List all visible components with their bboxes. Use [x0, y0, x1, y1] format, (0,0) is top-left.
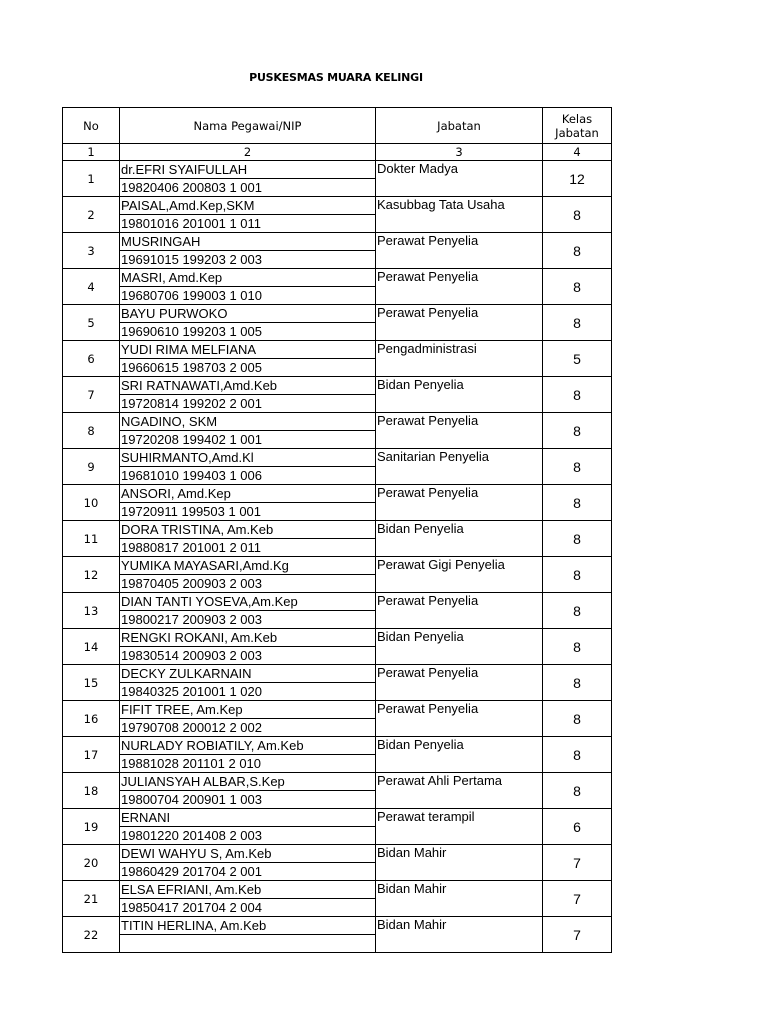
position-class: 8 — [543, 449, 612, 485]
document-title: PUSKESMAS MUARA KELINGI — [249, 71, 423, 84]
table-row — [63, 737, 612, 755]
row-number: 6 — [63, 341, 120, 377]
position-class: 6 — [543, 809, 612, 845]
employee-nip: 19800704 200901 1 003 — [120, 791, 376, 809]
employee-position: Perawat Penyelia — [376, 701, 543, 737]
position-class: 8 — [543, 413, 612, 449]
row-number: 9 — [63, 449, 120, 485]
position-class: 8 — [543, 629, 612, 665]
employee-position: Pengadministrasi — [376, 341, 543, 377]
employee-nip: 19840325 201001 1 020 — [120, 683, 376, 701]
table-row — [63, 377, 612, 395]
position-class: 8 — [543, 773, 612, 809]
table-row — [63, 809, 612, 827]
table-row — [63, 629, 612, 647]
position-class: 8 — [543, 665, 612, 701]
table-row — [63, 449, 612, 467]
employee-position: Perawat Penyelia — [376, 593, 543, 629]
row-number: 7 — [63, 377, 120, 413]
table-row — [63, 269, 612, 287]
employee-name: NGADINO, SKM — [120, 413, 376, 431]
employee-name: DECKY ZULKARNAIN — [120, 665, 376, 683]
employee-nip: 19801220 201408 2 003 — [120, 827, 376, 845]
table-row — [63, 881, 612, 899]
position-class: 5 — [543, 341, 612, 377]
table-row — [63, 197, 612, 215]
row-number: 21 — [63, 881, 120, 917]
position-class: 8 — [543, 305, 612, 341]
employee-nip: 19690610 199203 1 005 — [120, 323, 376, 341]
row-number: 12 — [63, 557, 120, 593]
header-no: No — [63, 108, 120, 144]
table-row — [63, 701, 612, 719]
row-number: 20 — [63, 845, 120, 881]
employee-position: Perawat Ahli Pertama — [376, 773, 543, 809]
row-number: 18 — [63, 773, 120, 809]
employee-name: PAISAL,Amd.Kep,SKM — [120, 197, 376, 215]
employee-position: Bidan Penyelia — [376, 521, 543, 557]
position-class: 8 — [543, 557, 612, 593]
column-number-row — [63, 144, 612, 161]
table-header-row — [63, 108, 612, 144]
row-number: 19 — [63, 809, 120, 845]
employee-nip — [120, 935, 376, 953]
employee-position: Perawat Penyelia — [376, 305, 543, 341]
employee-position: Kasubbag Tata Usaha — [376, 197, 543, 233]
row-number: 16 — [63, 701, 120, 737]
employee-name: DORA TRISTINA, Am.Keb — [120, 521, 376, 539]
employee-position: Perawat Penyelia — [376, 233, 543, 269]
row-number: 5 — [63, 305, 120, 341]
employee-position: Dokter Madya — [376, 161, 543, 197]
position-class: 12 — [543, 161, 612, 197]
employee-position: Bidan Mahir — [376, 845, 543, 881]
header-kelas: Kelas Jabatan — [543, 108, 612, 144]
employee-name: ERNANI — [120, 809, 376, 827]
table-row — [63, 845, 612, 863]
employee-nip: 19800217 200903 2 003 — [120, 611, 376, 629]
employee-nip: 19830514 200903 2 003 — [120, 647, 376, 665]
employee-name: YUMIKA MAYASARI,Amd.Kg — [120, 557, 376, 575]
row-number: 2 — [63, 197, 120, 233]
employee-nip: 19801016 201001 1 011 — [120, 215, 376, 233]
employee-name: DEWI WAHYU S, Am.Keb — [120, 845, 376, 863]
column-number: 1 — [63, 144, 120, 161]
position-class: 7 — [543, 845, 612, 881]
position-class: 8 — [543, 269, 612, 305]
employee-position: Perawat Gigi Penyelia — [376, 557, 543, 593]
employee-name: SUHIRMANTO,Amd.Kl — [120, 449, 376, 467]
row-number: 4 — [63, 269, 120, 305]
employee-nip: 19691015 199203 2 003 — [120, 251, 376, 269]
employee-nip: 19790708 200012 2 002 — [120, 719, 376, 737]
employee-position: Sanitarian Penyelia — [376, 449, 543, 485]
employee-name: MUSRINGAH — [120, 233, 376, 251]
row-number: 1 — [63, 161, 120, 197]
row-number: 3 — [63, 233, 120, 269]
employee-position: Perawat terampil — [376, 809, 543, 845]
table-row — [63, 773, 612, 791]
employee-nip: 19820406 200803 1 001 — [120, 179, 376, 197]
employee-position: Bidan Mahir — [376, 917, 543, 953]
table-row — [63, 233, 612, 251]
row-number: 11 — [63, 521, 120, 557]
row-number: 17 — [63, 737, 120, 773]
employee-name: dr.EFRI SYAIFULLAH — [120, 161, 376, 179]
position-class: 8 — [543, 197, 612, 233]
employee-nip: 19870405 200903 2 003 — [120, 575, 376, 593]
employee-name: ANSORI, Amd.Kep — [120, 485, 376, 503]
employee-nip: 19881028 201101 2 010 — [120, 755, 376, 773]
table-row — [63, 521, 612, 539]
table-row — [63, 917, 612, 935]
row-number: 14 — [63, 629, 120, 665]
employee-nip: 19720208 199402 1 001 — [120, 431, 376, 449]
header-nama: Nama Pegawai/NIP — [120, 108, 376, 144]
employee-name: BAYU PURWOKO — [120, 305, 376, 323]
employee-nip: 19860429 201704 2 001 — [120, 863, 376, 881]
employee-name: JULIANSYAH ALBAR,S.Kep — [120, 773, 376, 791]
column-number: 2 — [120, 144, 376, 161]
position-class: 7 — [543, 917, 612, 953]
table-row — [63, 485, 612, 503]
position-class: 8 — [543, 737, 612, 773]
employee-nip: 19681010 199403 1 006 — [120, 467, 376, 485]
employee-name: RENGKI ROKANI, Am.Keb — [120, 629, 376, 647]
row-number: 8 — [63, 413, 120, 449]
row-number: 10 — [63, 485, 120, 521]
employee-name: DIAN TANTI YOSEVA,Am.Kep — [120, 593, 376, 611]
employee-nip: 19680706 199003 1 010 — [120, 287, 376, 305]
table-row — [63, 557, 612, 575]
employee-nip: 19720911 199503 1 001 — [120, 503, 376, 521]
employee-name: ELSA EFRIANI, Am.Keb — [120, 881, 376, 899]
employee-position: Bidan Penyelia — [376, 737, 543, 773]
row-number: 15 — [63, 665, 120, 701]
row-number: 22 — [63, 917, 120, 953]
header-jabatan: Jabatan — [376, 108, 543, 144]
employee-name: MASRI, Amd.Kep — [120, 269, 376, 287]
position-class: 8 — [543, 521, 612, 557]
table-row — [63, 161, 612, 179]
table-row — [63, 413, 612, 431]
employee-name: YUDI RIMA MELFIANA — [120, 341, 376, 359]
position-class: 8 — [543, 233, 612, 269]
column-number: 3 — [376, 144, 543, 161]
employee-position: Bidan Mahir — [376, 881, 543, 917]
employee-position: Perawat Penyelia — [376, 413, 543, 449]
employee-position: Perawat Penyelia — [376, 269, 543, 305]
employee-table — [62, 107, 612, 953]
row-number: 13 — [63, 593, 120, 629]
employee-position: Perawat Penyelia — [376, 485, 543, 521]
column-number: 4 — [543, 144, 612, 161]
position-class: 8 — [543, 593, 612, 629]
employee-nip: 19880817 201001 2 011 — [120, 539, 376, 557]
employee-position: Bidan Penyelia — [376, 377, 543, 413]
employee-nip: 19660615 198703 2 005 — [120, 359, 376, 377]
employee-nip: 19850417 201704 2 004 — [120, 899, 376, 917]
table-row — [63, 305, 612, 323]
employee-position: Bidan Penyelia — [376, 629, 543, 665]
table-row — [63, 341, 612, 359]
employee-position: Perawat Penyelia — [376, 665, 543, 701]
table-row — [63, 665, 612, 683]
table-row — [63, 593, 612, 611]
employee-nip: 19720814 199202 2 001 — [120, 395, 376, 413]
position-class: 8 — [543, 485, 612, 521]
position-class: 8 — [543, 701, 612, 737]
position-class: 7 — [543, 881, 612, 917]
employee-name: FIFIT TREE, Am.Kep — [120, 701, 376, 719]
employee-name: NURLADY ROBIATILY, Am.Keb — [120, 737, 376, 755]
table-viewport — [62, 107, 612, 954]
position-class: 8 — [543, 377, 612, 413]
employee-name: TITIN HERLINA, Am.Keb — [120, 917, 376, 935]
employee-name: SRI RATNAWATI,Amd.Keb — [120, 377, 376, 395]
